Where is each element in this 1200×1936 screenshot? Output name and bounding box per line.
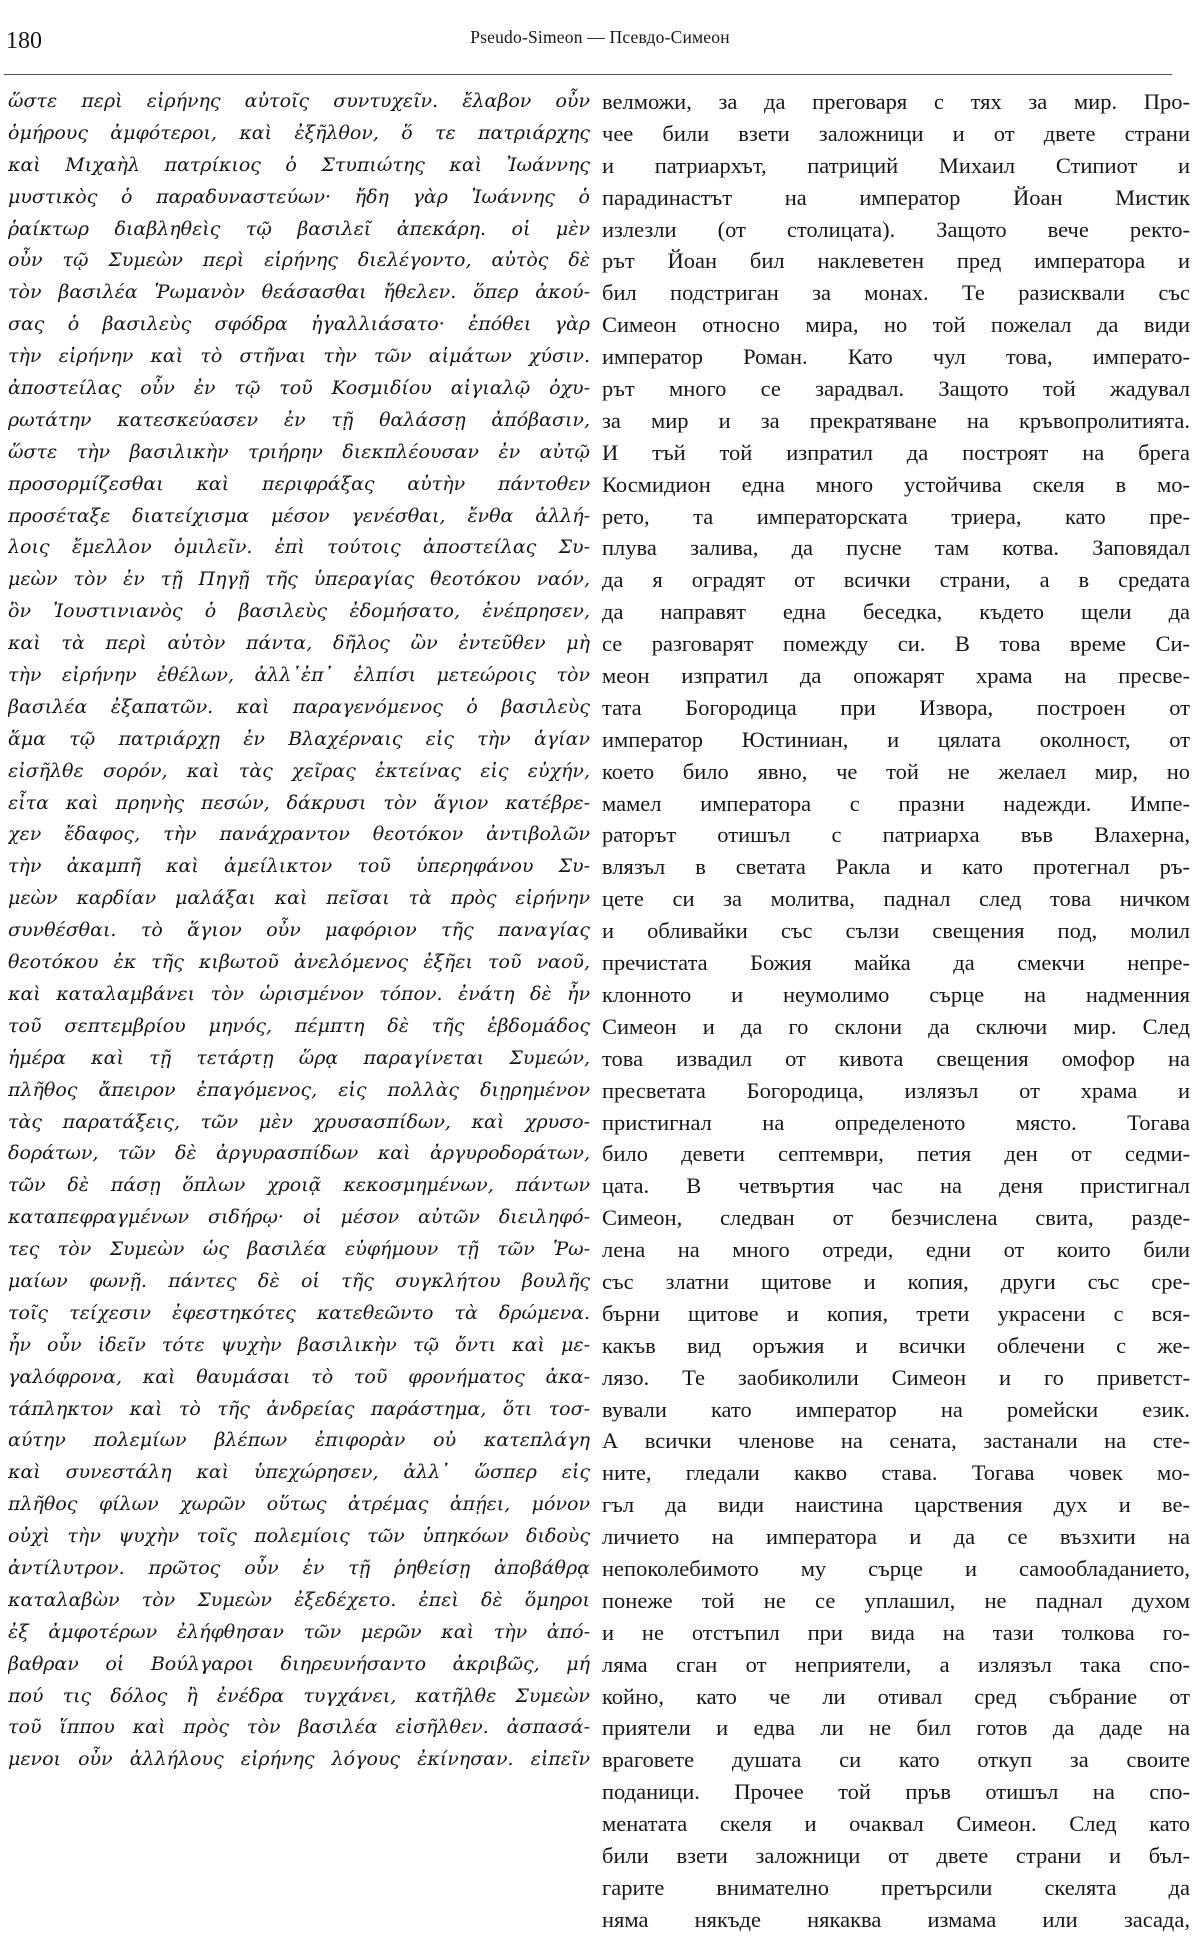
bulgarian-text-line: койно, като че ли отивал сред събрание от <box>602 1683 1190 1709</box>
greek-text-line: ἀντίλυτρον. πρῶτος οὖν ἐν τῇ ῥηθείσῃ ἀποβάθρᾳ <box>8 1556 590 1579</box>
bulgarian-text-line: вували като император на ромейски език. <box>602 1396 1190 1422</box>
greek-text-line: προσέταξε διατείχισμα μέσον γενέσθαι, ἔνθα ἀλλή- <box>8 504 590 527</box>
greek-text-line: ὁμήρους ἀμφότεροι, καὶ ἐξῆλθον, ὅ τε πατριάρχης <box>8 121 590 144</box>
bulgarian-text-line: менатата скеля и очаквал Симеон. След като <box>602 1811 1190 1837</box>
greek-text-line: ὃν Ἰουστινιανὸς ὁ βασιλεὺς ἐδομήσατο, ἐνέπρησεν, <box>8 600 590 623</box>
bulgarian-text-line: плува залива, да пусне там котва. Заповядал <box>602 535 1190 561</box>
bulgarian-text-line: Симеон относно мира, но той пожелал да види <box>602 312 1190 338</box>
greek-text-line: τοῦ ἵππου καὶ πρὸς τὸν βασιλέα εἰσῆλθεν. ἀσπασά- <box>8 1716 590 1739</box>
greek-text-line: μενοι οὖν ἀλλήλους εἰρήνης λόγους ἐκίνησαν. εἰπεῖν <box>8 1748 590 1771</box>
bulgarian-text-line: влязъл в светата Ракла и като протегнал ръ- <box>602 854 1190 880</box>
bulgarian-text-line: какъв вид оръжия и всички облечени с же- <box>602 1332 1190 1358</box>
greek-text-line: τοῖς τείχεσιν ἐφεστηκότες κατεθεῶντο τὰ δρώμενα. <box>8 1301 590 1324</box>
bulgarian-text-line: рът Йоан бил наклеветен пред императора и <box>602 248 1190 274</box>
bulgarian-text-line: ляма сган от неприятели, а излязъл така спо- <box>602 1651 1190 1677</box>
bulgarian-text-line: велможи, за да преговаря с тях за мир. Про- <box>602 89 1190 114</box>
bulgarian-text-line: Космидион една много устойчива скеля в мо- <box>602 471 1190 497</box>
greek-text-line: πλῆθος ἄπειρον ἐπαγόμενος, εἰς πολλὰς διῃρημένον <box>8 1078 590 1101</box>
bulgarian-text-line: враговете душата си като откуп за своите <box>602 1747 1190 1773</box>
bulgarian-text-line: гарите внимателно претърсили скелята да <box>602 1874 1190 1900</box>
greek-text-line: ῥαίκτωρ διαβληθεὶς τῷ βασιλεῖ ἀπεκάρη. οἱ μὲν <box>8 217 590 240</box>
bulgarian-text-line: гъл да види наистина царствения дух и ве- <box>602 1492 1190 1518</box>
bulgarian-text-line: рът много се зарадвал. Защото той жадувал <box>602 376 1190 402</box>
bulgarian-text-line: със златни щитове и копия, други със сре- <box>602 1268 1190 1294</box>
bulgarian-text-line: понеже той не се уплашил, не паднал духом <box>602 1587 1190 1613</box>
greek-text-line: ρωτάτην κατεσκεύασεν ἐν τῇ θαλάσσῃ ἀπόβασιν, <box>8 408 590 431</box>
greek-text-line: μεὼν καρδίαν μαλάξαι καὶ πεῖσαι τὰ πρὸς εἰρήνην <box>8 887 590 910</box>
greek-text-line: συνθέσθαι. τὸ ἅγιον οὖν μαφόριον τῆς παναγίας <box>8 919 590 942</box>
greek-text-line: αύτην πολεμίων βλέπων ἐπιφορὰν οὐ κατεπλάγη <box>8 1429 590 1452</box>
bulgarian-text-line: няма някъде някаква измама или засада, <box>602 1906 1190 1932</box>
bulgarian-text-line: И тъй той изпратил да построят на брега <box>602 439 1190 465</box>
bulgarian-text-line: рето, та императорската триера, като пре- <box>602 503 1190 529</box>
bulgarian-text-line: пречистата Божия майка да смекчи непре- <box>602 950 1190 976</box>
bulgarian-text-line: Симеон, следван от безчислена свита, разде- <box>602 1205 1190 1231</box>
greek-text-line: οὖν τῷ Συμεὼν περὶ εἰρήνης διελέγοντο, αὐτὸς δὲ <box>8 249 590 272</box>
greek-text-line: μαίων φωνῇ. πάντες δὲ οἱ τῆς συγκλήτου βουλῆς <box>8 1269 590 1292</box>
bulgarian-text-line: се разговарят помежду си. В това време Си- <box>602 631 1190 657</box>
bulgarian-text-line: поданици. Прочее той пръв отишъл на спо- <box>602 1779 1190 1805</box>
bulgarian-text-line: ните, гледали какво става. Тогава човек мо- <box>602 1460 1190 1486</box>
greek-text-line: τες τὸν Συμεὼν ὡς βασιλέα εὐφήμουν τῇ τῶν Ῥω- <box>8 1238 590 1261</box>
greek-text-line: οὐχὶ τὴν ψυχὴν τοῖς πολεμίοις τῶν ὑπηκόων διδοὺς <box>8 1525 590 1548</box>
greek-text-line: καὶ καταλαμβάνει τὸν ὡρισμένον τόπον. ἐνάτη δὲ ἦν <box>8 982 590 1005</box>
greek-text-line: τάπληκτον καὶ τὸ τῆς ἀνδρείας παράστημα, ὅτι τοσ- <box>8 1397 590 1420</box>
greek-text-line: τὴν ἀκαμπῆ καὶ ἀμείλικτον τοῦ ὑπερηφάνου Συ- <box>8 855 590 878</box>
greek-text-line: τῶν δὲ πάσῃ ὅπλων χροιᾷ κεκοσμημένων, πάντων <box>8 1174 590 1197</box>
greek-text-line: καταπεφραγμένων σιδήρῳ· οἱ μέσον αὐτῶν διειληφό- <box>8 1206 590 1229</box>
greek-text-line: βαθραν οἱ Βούλγαροι διηρευνήσαντο ἀκριβῶς, μή <box>8 1652 590 1675</box>
bulgarian-translation-column <box>602 86 1190 1936</box>
bulgarian-text-line: цата. В четвъртия час на деня пристигнал <box>602 1173 1190 1199</box>
greek-text-line: θεοτόκου ἐκ τῆς κιβωτοῦ ἀνελόμενος ἐξῆει τοῦ ναοῦ, <box>8 951 590 974</box>
bulgarian-text-line: и обливайки със сълзи свещения под, молил <box>602 918 1190 944</box>
greek-text-line: ἅμα τῷ πατριάρχῃ ἐν Βλαχέρναις εἰς τὴν ἁγίαν <box>8 727 590 750</box>
greek-text-line: μυστικὸς ὁ παραδυναστεύων· ἤδη γὰρ Ἰωάννης ὁ <box>8 185 590 208</box>
bulgarian-text-line: били взети заложници от двете страни и бъл- <box>602 1842 1190 1868</box>
greek-text-line: πού τις δόλος ἢ ἐνέδρα τυγχάνει, κατῆλθε Συμεὼν <box>8 1684 590 1707</box>
page-header <box>0 22 1200 62</box>
greek-text-line: ὥστε περὶ εἰρήνης αὐτοῖς συντυχεῖν. ἔλαβον οὖν <box>8 90 590 112</box>
greek-text-line: σας ὁ βασιλεὺς σφόδρα ἠγαλλιάσατο· ἐπόθει γὰρ <box>8 313 590 336</box>
bulgarian-text-line: пристигнал на определеното място. Тогава <box>602 1109 1190 1135</box>
bulgarian-text-line: бил подстриган за монах. Те разисквали със <box>602 280 1190 306</box>
greek-text-line: εἰσῆλθε σορόν, καὶ τὰς χεῖρας ἐκτείνας εἰς εὐχήν, <box>8 759 590 782</box>
greek-text-line: λοις ἔμελλον ὁμιλεῖν. ἐπὶ τούτοις ἀποστείλας Συ- <box>8 536 590 559</box>
bulgarian-text-line: приятели и едва ли не бил готов да даде на <box>602 1715 1190 1741</box>
header-rule <box>4 74 1172 75</box>
bulgarian-text-line: лена на много отреди, едни от които били <box>602 1237 1190 1263</box>
bulgarian-text-line: пресветата Богородица, излязъл от храма и <box>602 1077 1190 1103</box>
greek-text-line: εἶτα καὶ πρηνὴς πεσών, δάκρυσι τὸν ἅγιον κατέβρε- <box>8 791 590 814</box>
greek-text-line: γαλόφρονα, καὶ θαυμάσαι τὸ τοῦ φρονήματος ἀκα- <box>8 1365 590 1388</box>
bulgarian-text-line: цете си за молитва, паднал след това ничком <box>602 886 1190 912</box>
greek-text-line: ἦν οὖν ἰδεῖν τότε ψυχὴν βασιλικὴν τῷ ὄντι καὶ με- <box>8 1333 590 1356</box>
greek-text-column <box>8 86 590 1776</box>
bulgarian-text-line: раторът отишъл с патриарха във Влахерна, <box>602 822 1190 848</box>
greek-text-line: τοῦ σεπτεμβρίου μηνός, πέμπτη δὲ τῆς ἑβδομάδος <box>8 1014 590 1037</box>
bulgarian-text-line: било девети септември, петия ден от седми- <box>602 1141 1190 1167</box>
page-number: 180 <box>6 28 42 54</box>
greek-text-line: χεν ἔδαφος, τὴν πανάχραντον θεοτόκον ἀντιβολῶν <box>8 823 590 846</box>
greek-text-line: ἡμέρα καὶ τῇ τετάρτῃ ὥρᾳ παραγίνεται Συμεών, <box>8 1046 590 1069</box>
bulgarian-text-line: излезли (от столицата). Защото вече ректо- <box>602 216 1190 242</box>
bulgarian-text-line: меон изпратил да опожарят храма на пресве- <box>602 663 1190 689</box>
bulgarian-text-line: тата Богородица при Извора, построен от <box>602 694 1190 720</box>
greek-text-line: βασιλέα ἐξαπατῶν. καὶ παραγενόμενος ὁ βασιλεὺς <box>8 695 590 718</box>
greek-text-line: μεὼν τὸν ἐν τῇ Πηγῇ τῆς ὑπεραγίας θεοτόκου ναόν, <box>8 568 590 591</box>
greek-text-line: τὰς παρατάξεις, τῶν μὲν χρυσασπίδων, καὶ χρυσο- <box>8 1110 590 1133</box>
bulgarian-text-line: и патриархът, патриций Михаил Стипиот и <box>602 152 1190 178</box>
bulgarian-text-line: за мир и за прекратяване на кръвопролитията. <box>602 407 1190 433</box>
greek-text-line: προσορμίζεσθαι καὶ περιφράξας αὐτὴν πάντοθεν <box>8 472 590 495</box>
running-title: Pseudo-Simeon — Псевдо-Симеон <box>470 27 730 47</box>
bulgarian-text-line: лязо. Те заобиколили Симеон и го приветст- <box>602 1364 1190 1390</box>
bulgarian-text-line: чее били взети заложници и от двете страни <box>602 120 1190 146</box>
bulgarian-text-line: император Юстиниан, и цялата околност, от <box>602 726 1190 752</box>
greek-text-line: καὶ τὰ περὶ αὐτὸν πάντα, δῆλος ὢν ἐντεῦθεν μὴ <box>8 632 590 655</box>
bulgarian-text-line: непоколебимото му сърце и самообладанието, <box>602 1555 1190 1581</box>
bulgarian-text-line: Симеон и да го склони да сключи мир. След <box>602 1013 1190 1039</box>
greek-text-line: τὴν εἰρήνην καὶ τὸ στῆναι τὴν τῶν αἱμάτων χύσιν. <box>8 345 590 368</box>
bulgarian-text-line: да я оградят от всички страни, а в средата <box>602 567 1190 593</box>
greek-text-line: τὴν εἰρήνην ἐθέλων, ἀλλ᾽ἐπ᾽ ἐλπίσι μετεώροις τὸν <box>8 664 590 687</box>
greek-text-line: δοράτων, τῶν δὲ ἀργυρασπίδων καὶ ἀργυροδοράτων, <box>8 1142 590 1165</box>
bulgarian-text-line: мамел императора с празни надежди. Импе- <box>602 790 1190 816</box>
bulgarian-text-line: това извадил от кивота свещения омофор на <box>602 1045 1190 1071</box>
greek-text-line: καὶ Μιχαὴλ πατρίκιος ὁ Στυπιώτης καὶ Ἰωάννης <box>8 153 590 176</box>
bulgarian-text-line: бърни щитове и копия, трети украсени с вся- <box>602 1300 1190 1326</box>
bulgarian-text-line: клонното и неумолимо сърце на надменния <box>602 981 1190 1007</box>
bulgarian-text-line: А всички членове на сената, застанали на сте- <box>602 1428 1190 1454</box>
greek-text-line: καὶ συνεστάλη καὶ ὑπεχώρησεν, ἀλλ᾽ ὥσπερ εἰς <box>8 1461 590 1484</box>
bulgarian-text-line: император Роман. Като чул това, императо- <box>602 344 1190 370</box>
bulgarian-text-line: парадинастът на император Йоан Мистик <box>602 184 1190 210</box>
greek-text-line: πλῆθος φίλων χωρῶν οὕτως ἀτρέμας ἀπῄει, μόνον <box>8 1493 590 1516</box>
bulgarian-text-line: което било явно, че той не желаел мир, но <box>602 758 1190 784</box>
bulgarian-text-line: да направят една беседка, където щели да <box>602 599 1190 625</box>
greek-text-line: καταλαβὼν τὸν Συμεὼν ἐξεδέχετο. ἐπεὶ δὲ ὅμηροι <box>8 1588 590 1611</box>
greek-text-line: ἐξ ἀμφοτέρων ἐλήφθησαν τῶν μερῶν καὶ τὴν ἀπό- <box>8 1620 590 1643</box>
greek-text-line: ὥστε τὴν βασιλικὴν τριήρην διεκπλέουσαν ἐν αὐτῷ <box>8 440 590 463</box>
bulgarian-text-line: личието на императора и да се възхити на <box>602 1524 1190 1550</box>
bulgarian-text-line: и не отстъпил при вида на тази толкова го- <box>602 1619 1190 1645</box>
greek-text-line: ἀποστείλας οὖν ἐν τῷ τοῦ Κοσμιδίου αἰγιαλῷ ὀχυ- <box>8 377 590 400</box>
greek-text-line: τὸν βασιλέα Ῥωμανὸν θεάσασθαι ἤθελεν. ὅπερ ἀκού- <box>8 281 590 304</box>
